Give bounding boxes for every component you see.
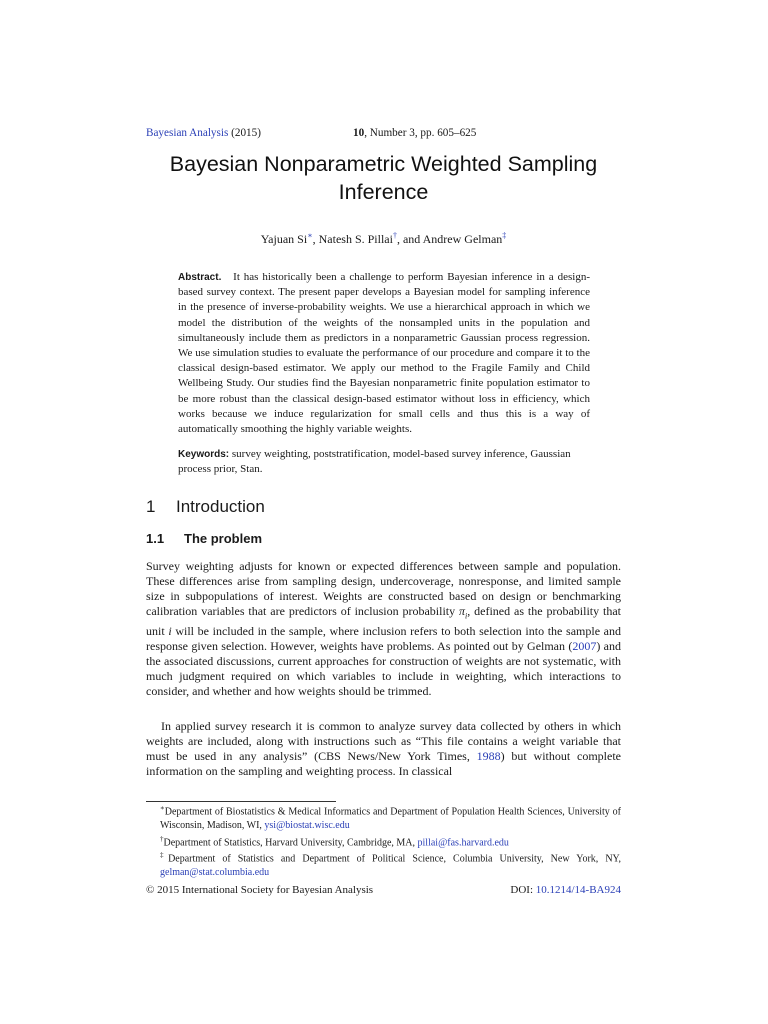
section-number: 1: [146, 497, 156, 516]
page-footer: [146, 884, 621, 896]
math-symbol: π: [459, 604, 466, 619]
footnote-text: Department of Statistics and Department of Political Science, Columbia University, New York, NY,: [168, 853, 621, 865]
para-text: will be included in the sample, where inclusion refers to both selection into the sample and response given selection. However, weights have problems. As pointed out by Gelman (: [146, 623, 621, 653]
paper-title: Bayesian Nonparametric Weighted Sampling Inference: [169, 152, 598, 204]
author-separator: ,: [312, 232, 319, 246]
author-footnote-mark[interactable]: ‡: [502, 231, 507, 240]
issue-pages: , Number 3, pp. 605–625: [364, 127, 477, 139]
volume-number: 10: [353, 127, 365, 139]
keywords-label: Keywords:: [178, 449, 230, 460]
volume-info: [353, 127, 476, 139]
citation-link[interactable]: 1988: [476, 749, 501, 764]
subsection-title: The problem: [184, 531, 263, 546]
author-list: [146, 231, 621, 247]
citation-link[interactable]: 2007: [572, 638, 597, 653]
author-name: Andrew Gelman: [422, 232, 503, 246]
doi: [510, 884, 621, 896]
section-heading: [146, 497, 265, 517]
author-separator: , and: [396, 232, 423, 246]
author-footnote-mark[interactable]: ∗: [307, 231, 313, 240]
email-link[interactable]: pillai@fas.harvard.edu: [417, 836, 509, 848]
body-paragraph: [146, 719, 621, 779]
keywords: [178, 447, 590, 477]
para-text: Survey weighting adjusts for known or expected differences between sample and population. These differences arise from sampling design, undercoverage, nonresponse, and limited sample size in subpopulations of interest. Weights are constructed based on design or benchmarking calibration variables that are predictors of inclusion probability: [146, 559, 621, 619]
footnote: [146, 849, 621, 880]
email-link[interactable]: ysi@biostat.wisc.edu: [264, 819, 350, 831]
abstract-text: It has historically been a challenge to perform Bayesian inference in a design-based survey context. The present paper develops a Bayesian model for sampling inference in the presence of inverse-probability weights. We use a hierarchical approach in which we model the distribution of the weights of the nonsampled units in the population and simultaneously include them as predictors in a nonparametric Gaussian process regression. We use simulation studies to evaluate the performance of our procedure and compare it to the classical design-based estimator. We apply our method to the Fragile Family and Child Wellbeing Study. Our studies find the Bayesian nonparametric finite population estimator to be more robust than the classical design-based estimator without loss in efficiency, which works because we induce regularization for small cells and thus this is a way of automatically smoothing the highly variable weights.: [178, 271, 591, 436]
math-unit: i: [168, 623, 172, 638]
para-text: ) but without complete information on the sampling and weighting process. In classical: [146, 749, 621, 779]
abstract-label: Abstract.: [178, 272, 222, 283]
section-title: Introduction: [176, 497, 265, 516]
footnote-mark: ∗: [160, 804, 165, 812]
author-footnote-mark[interactable]: †: [392, 231, 397, 240]
footnote: [146, 802, 621, 833]
journal-header: [146, 127, 621, 143]
subsection-heading: [146, 531, 262, 546]
journal-year: (2015): [231, 127, 261, 139]
abstract: [178, 270, 590, 437]
footnote-text: Department of Biostatistics & Medical Informatics and Department of Population Health Sciences, University of Wisconsin, Madison, WI,: [160, 806, 621, 831]
copyright-notice: © 2015 International Society for Bayesian Analysis: [146, 884, 374, 896]
footnotes: [146, 802, 621, 880]
doi-label: DOI:: [510, 884, 536, 896]
email-link[interactable]: gelman@stat.columbia.edu: [160, 867, 270, 879]
journal-name-link[interactable]: Bayesian Analysis: [146, 127, 229, 139]
author-name: Natesh S. Pillai: [318, 232, 393, 246]
para-text: ) and the associated discussions, current approaches for construction of weights are not systematic, with much judgment required on which variables to include in weighting, which interactions to consider, and whether and how weights should be trimmed.: [146, 638, 621, 699]
footnote-text: Department of Statistics, Harvard University, Cambridge, MA,: [163, 836, 418, 848]
para-text: In applied survey research it is common to analyze survey data collected by others in which weights are included, along with instructions such as “This file contains a weight variable that must be used in any analysis” (CBS News/New York Times,: [146, 719, 621, 764]
subsection-number: 1.1: [146, 531, 165, 546]
author-name: Yajuan Si: [260, 232, 308, 246]
keywords-text: survey weighting, poststratification, model-based survey inference, Gaussian process prior, Stan.: [178, 448, 571, 476]
para-text: , defined as the probability that unit: [146, 604, 621, 638]
math-subscript: i: [465, 611, 468, 621]
footnote-mark: †: [160, 834, 164, 843]
footnote-mark: ‡: [160, 851, 169, 860]
body-paragraph: [146, 559, 621, 699]
doi-link[interactable]: 10.1214/14-BA924: [535, 884, 621, 896]
footnote: [146, 833, 621, 850]
